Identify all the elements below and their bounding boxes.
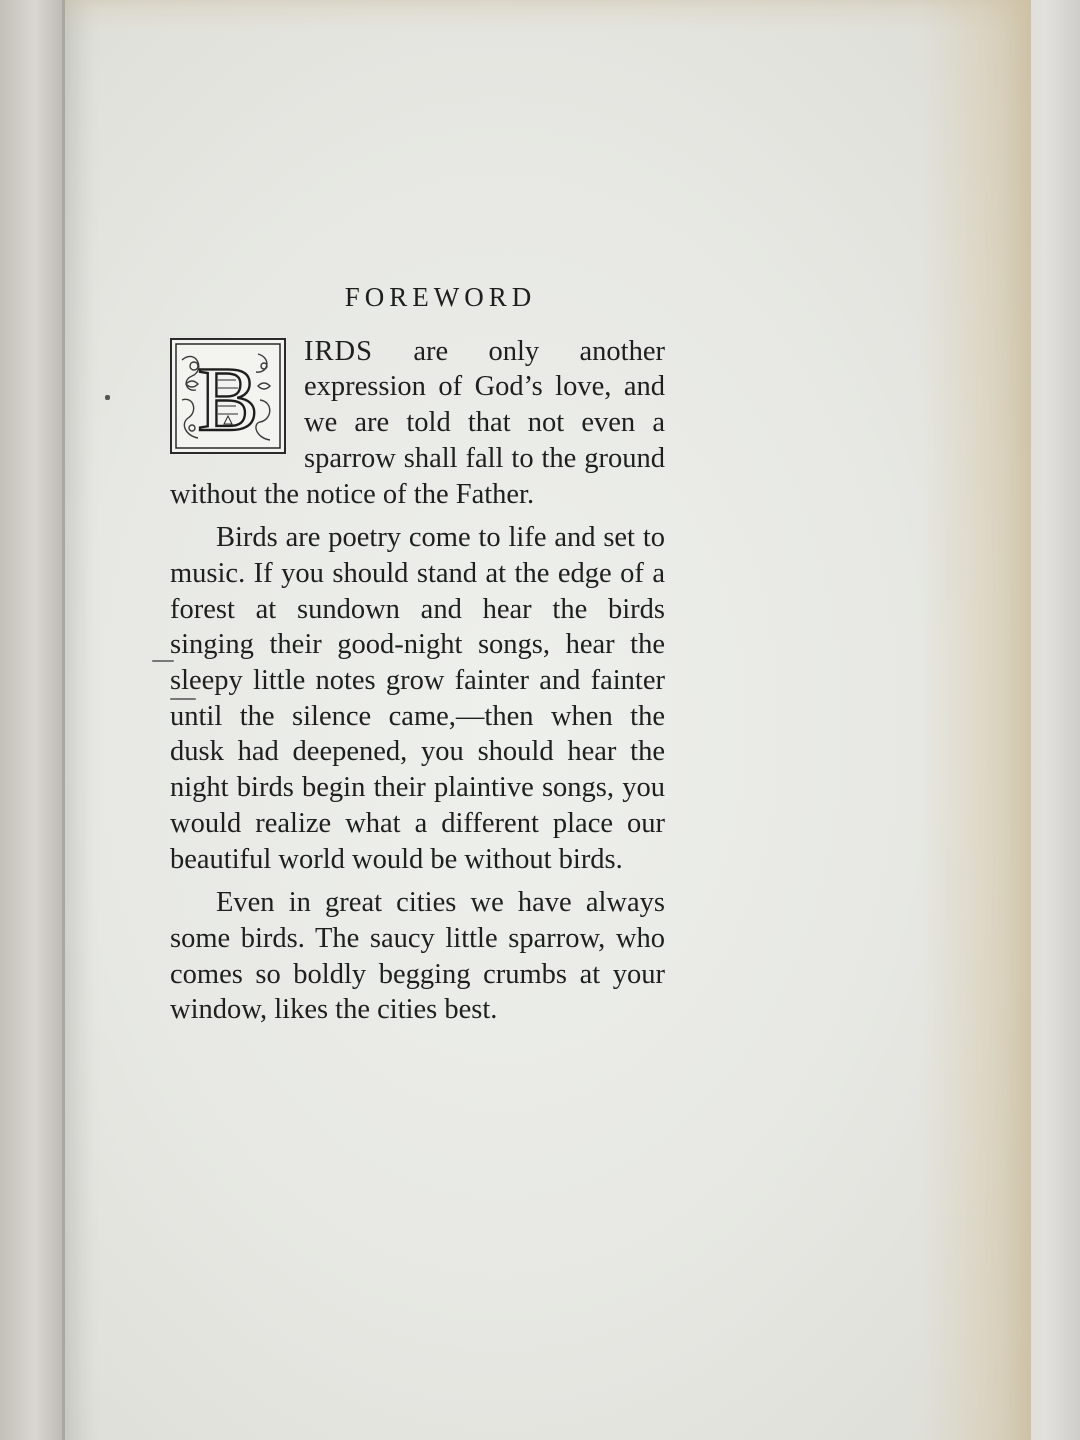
foreword-text xyxy=(170,280,665,1028)
lead-word: IRDS xyxy=(304,335,373,367)
paragraph: Birds are poetry come to life and set to music. If you should stand at the edge of a forest at sundown and hear the birds singing their good-night songs, hear the sleepy little notes grow fainter and fainter until the silence came,—then when the dusk had deepened, you should hear the night birds begin their plaintive songs, you would realize what a different place our beautiful world would be without birds. xyxy=(170,522,665,875)
paragraph: Even in great cities we have always some birds. The saucy little sparrow, who comes so boldly begging crumbs at your window, likes the cities best. xyxy=(170,887,665,1026)
ornament-icon xyxy=(172,340,284,452)
page-title: FOREWORD xyxy=(344,282,537,312)
left-page-edge xyxy=(0,0,70,1440)
paragraph xyxy=(170,334,665,513)
page-top-stain xyxy=(65,0,1031,30)
svg-text:B: B xyxy=(197,347,259,450)
ink-speck xyxy=(105,395,110,400)
ornamental-dropcap xyxy=(170,338,286,454)
paragraph-text: are only another expression of God’s love, and we are told that not even a sparrow shall fall to the ground without the notice of the Father. xyxy=(170,335,665,510)
page-edge-stain xyxy=(921,0,1031,1440)
